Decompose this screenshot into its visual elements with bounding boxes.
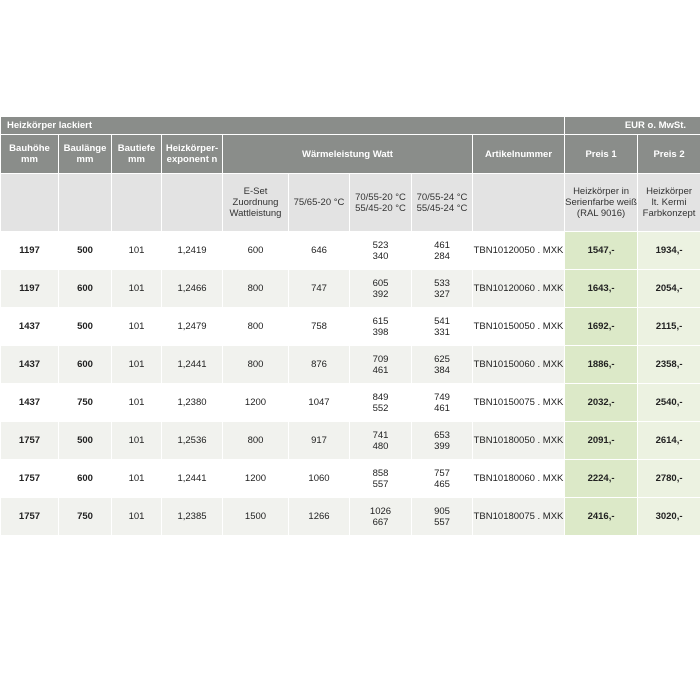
cell-eset: 1200 (223, 460, 289, 498)
sub-eset: E-Set Zuordnung Wattleistung (223, 174, 289, 232)
cell-preis2: 2540,- (638, 384, 700, 422)
cell-value: 461 (434, 239, 450, 251)
cell-w70-20 (350, 384, 412, 422)
cell-value: 858 (372, 467, 389, 479)
col-waermeleistung: Wärmeleistung Watt (223, 135, 473, 174)
cell-baulaenge: 500 (59, 232, 112, 270)
col-bauhoehe: Bauhöhe mm (1, 135, 59, 174)
cell-preis2: 2780,- (638, 460, 700, 498)
sub-empty-1 (1, 174, 59, 232)
cell-exponent: 1,2419 (162, 232, 223, 270)
cell-preis2: 2614,- (638, 422, 700, 460)
cell-preis2: 2054,- (638, 270, 700, 308)
cell-value: 557 (372, 478, 389, 490)
sub-preis1-note: Heizkörper in Serienfarbe weiß (RAL 9016) (565, 174, 638, 232)
cell-eset: 800 (223, 308, 289, 346)
cell-exponent: 1,2385 (162, 498, 223, 536)
cell-w70-20 (350, 232, 412, 270)
cell-w75: 1266 (289, 498, 350, 536)
cell-preis1: 2091,- (565, 422, 638, 460)
cell-bauhoehe: 1197 (1, 270, 59, 308)
table-row (1, 232, 700, 270)
cell-value: 392 (372, 288, 389, 300)
cell-value: 533 (434, 277, 450, 289)
currency-header: EUR o. MwSt. (565, 117, 700, 135)
price-table (0, 116, 700, 536)
cell-value: 398 (372, 326, 389, 338)
table-row (1, 498, 700, 536)
col-bautiefe: Bautiefe mm (112, 135, 162, 174)
cell-bautiefe: 101 (112, 460, 162, 498)
cell-eset: 1200 (223, 384, 289, 422)
cell-eset: 600 (223, 232, 289, 270)
table-title: Heizkörper lackiert (1, 117, 565, 135)
cell-exponent: 1,2479 (162, 308, 223, 346)
cell-bautiefe: 101 (112, 422, 162, 460)
cell-value: 749 (434, 391, 450, 403)
col-preis2: Preis 2 (638, 135, 700, 174)
cell-artikelnummer: TBN10180060 . MXK (473, 460, 565, 498)
table-row (1, 270, 700, 308)
cell-w75: 758 (289, 308, 350, 346)
table-row (1, 384, 700, 422)
sub-75-65: 75/65-20 °C (289, 174, 350, 232)
cell-baulaenge: 600 (59, 460, 112, 498)
cell-baulaenge: 750 (59, 498, 112, 536)
cell-preis2: 1934,- (638, 232, 700, 270)
cell-w75: 1047 (289, 384, 350, 422)
cell-preis1: 2032,- (565, 384, 638, 422)
cell-preis2: 2115,- (638, 308, 700, 346)
cell-value: 384 (434, 364, 450, 376)
cell-preis1: 2416,- (565, 498, 638, 536)
cell-value: 757 (434, 467, 450, 479)
cell-value: 709 (372, 353, 389, 365)
cell-w70-20 (350, 346, 412, 384)
cell-w70-24 (412, 460, 473, 498)
cell-artikelnummer: TBN10180050 . MXK (473, 422, 565, 460)
cell-preis1: 1547,- (565, 232, 638, 270)
cell-w75: 917 (289, 422, 350, 460)
cell-exponent: 1,2380 (162, 384, 223, 422)
cell-value: 552 (372, 402, 389, 414)
cell-value: 284 (434, 250, 450, 262)
table-body (1, 232, 700, 536)
cell-value: 905 (434, 505, 450, 517)
cell-value: 625 (434, 353, 450, 365)
cell-w75: 747 (289, 270, 350, 308)
cell-bauhoehe: 1437 (1, 384, 59, 422)
cell-bautiefe: 101 (112, 498, 162, 536)
cell-value: 480 (372, 440, 389, 452)
cell-bauhoehe: 1437 (1, 346, 59, 384)
cell-w75: 876 (289, 346, 350, 384)
cell-value: 741 (372, 429, 389, 441)
cell-baulaenge: 500 (59, 422, 112, 460)
cell-value: 327 (434, 288, 450, 300)
col-preis1: Preis 1 (565, 135, 638, 174)
col-artikelnummer: Artikelnummer (473, 135, 565, 174)
table-row (1, 308, 700, 346)
sub-70-55-24: 70/55-24 °C 55/45-24 °C (412, 174, 473, 232)
cell-w70-24 (412, 270, 473, 308)
cell-preis1: 1692,- (565, 308, 638, 346)
cell-eset: 800 (223, 422, 289, 460)
cell-value: 340 (372, 250, 389, 262)
cell-w70-20 (350, 308, 412, 346)
cell-preis1: 2224,- (565, 460, 638, 498)
table-row (1, 346, 700, 384)
cell-baulaenge: 600 (59, 270, 112, 308)
cell-eset: 800 (223, 346, 289, 384)
cell-value: 331 (434, 326, 450, 338)
table-row (1, 460, 700, 498)
cell-w70-20 (350, 498, 412, 536)
sub-empty-2 (59, 174, 112, 232)
cell-baulaenge: 750 (59, 384, 112, 422)
cell-artikelnummer: TBN10150050 . MXK (473, 308, 565, 346)
cell-bautiefe: 101 (112, 270, 162, 308)
cell-w70-24 (412, 384, 473, 422)
cell-eset: 1500 (223, 498, 289, 536)
cell-baulaenge: 500 (59, 308, 112, 346)
sub-preis2-note: Heizkörper lt. Kermi Farbkonzept (638, 174, 700, 232)
cell-w70-24 (412, 498, 473, 536)
cell-bautiefe: 101 (112, 232, 162, 270)
cell-bauhoehe: 1757 (1, 498, 59, 536)
cell-w70-20 (350, 460, 412, 498)
table-row (1, 422, 700, 460)
cell-value: 465 (434, 478, 450, 490)
cell-value: 399 (434, 440, 450, 452)
cell-bautiefe: 101 (112, 308, 162, 346)
sub-70-55-20: 70/55-20 °C 55/45-20 °C (350, 174, 412, 232)
cell-w70-24 (412, 346, 473, 384)
sub-empty-4 (162, 174, 223, 232)
cell-artikelnummer: TBN10150075 . MXK (473, 384, 565, 422)
cell-eset: 800 (223, 270, 289, 308)
cell-baulaenge: 600 (59, 346, 112, 384)
cell-value: 461 (372, 364, 389, 376)
sub-empty-art (473, 174, 565, 232)
cell-bauhoehe: 1757 (1, 422, 59, 460)
cell-exponent: 1,2441 (162, 460, 223, 498)
cell-value: 557 (434, 516, 450, 528)
col-exponent: Heizkörper- exponent n (162, 135, 223, 174)
cell-exponent: 1,2466 (162, 270, 223, 308)
cell-w70-24 (412, 232, 473, 270)
cell-artikelnummer: TBN10120050 . MXK (473, 232, 565, 270)
cell-w75: 1060 (289, 460, 350, 498)
cell-preis1: 1643,- (565, 270, 638, 308)
cell-w70-24 (412, 308, 473, 346)
cell-preis2: 2358,- (638, 346, 700, 384)
cell-w70-20 (350, 270, 412, 308)
cell-preis1: 1886,- (565, 346, 638, 384)
cell-artikelnummer: TBN10150060 . MXK (473, 346, 565, 384)
cell-bauhoehe: 1437 (1, 308, 59, 346)
cell-value: 667 (372, 516, 389, 528)
col-baulaenge: Baulänge mm (59, 135, 112, 174)
cell-bautiefe: 101 (112, 384, 162, 422)
cell-bauhoehe: 1197 (1, 232, 59, 270)
cell-value: 615 (372, 315, 389, 327)
cell-value: 849 (372, 391, 389, 403)
cell-exponent: 1,2441 (162, 346, 223, 384)
cell-bauhoehe: 1757 (1, 460, 59, 498)
cell-exponent: 1,2536 (162, 422, 223, 460)
cell-bautiefe: 101 (112, 346, 162, 384)
cell-artikelnummer: TBN10120060 . MXK (473, 270, 565, 308)
cell-w70-24 (412, 422, 473, 460)
cell-preis2: 3020,- (638, 498, 700, 536)
cell-value: 1026 (369, 505, 392, 517)
cell-value: 605 (372, 277, 389, 289)
cell-value: 541 (434, 315, 450, 327)
sub-empty-3 (112, 174, 162, 232)
cell-artikelnummer: TBN10180075 . MXK (473, 498, 565, 536)
cell-value: 523 (372, 239, 389, 251)
cell-value: 461 (434, 402, 450, 414)
cell-w70-20 (350, 422, 412, 460)
cell-w75: 646 (289, 232, 350, 270)
cell-value: 653 (434, 429, 450, 441)
